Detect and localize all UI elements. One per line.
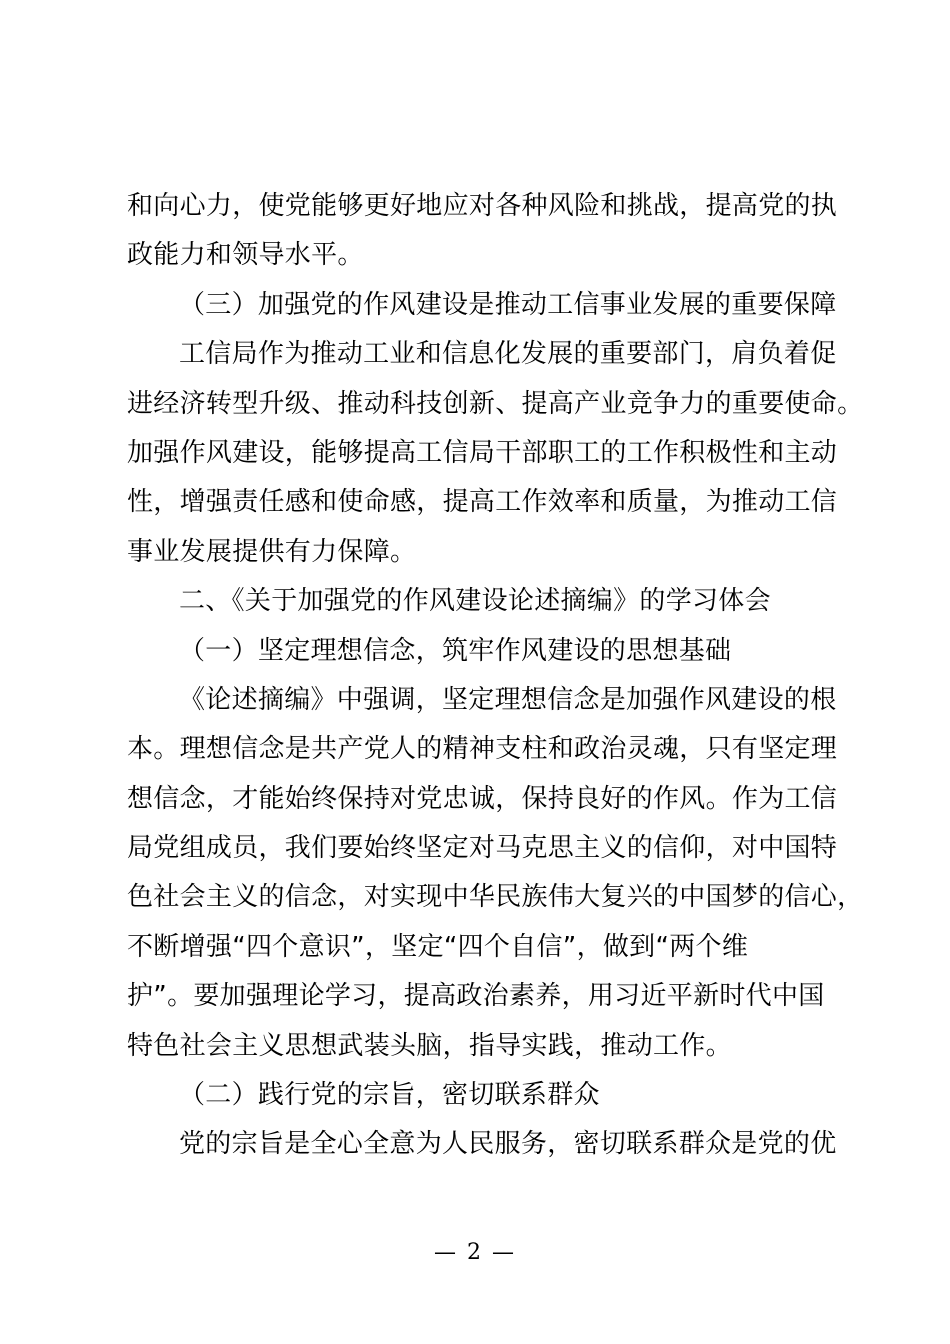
text-line: 工信局作为推动工业和信息化发展的重要部门，肩负着促 [179,339,837,370]
text-line: 事业发展提供有力保障。 [127,536,417,567]
page-number: — 2 — [434,1240,516,1265]
body-text [127,182,864,1170]
text-line: 想信念，才能始终保持对党忠诚，保持良好的作风。作为工信 [127,783,838,814]
text-line: 和向心力，使党能够更好地应对各种风险和挑战，提高党的执 [127,191,838,221]
section-heading: 二、《关于加强党的作风建设论述摘编》的学习体会 [179,586,771,617]
text-line: 政能力和领导水平。 [127,240,364,271]
section-heading: （三）加强党的作风建设是推动工信事业发展的重要保障 [179,289,837,320]
text-line: 党的宗旨是全心全意为人民服务，密切联系群众是党的优 [179,1129,837,1160]
section-heading: （二）践行党的宗旨，密切联系群众 [179,1080,600,1111]
text-line: 本。理想信念是共产党人的精神支柱和政治灵魂，只有坚定理 [127,734,838,765]
text-line: 色社会主义的信念，对实现中华民族伟大复兴的中国梦的信心， [127,882,864,913]
text-line: 局党组成员，我们要始终坚定对马克思主义的信仰，对中国特 [127,833,838,864]
text-line: 进经济转型升级、推动科技创新、提高产业竞争力的重要使命。 [127,388,864,419]
text-line: 特色社会主义思想武装头脑，指导实践，推动工作。 [127,1030,732,1061]
text-line: 性，增强责任感和使命感，提高工作效率和质量，为推动工信 [127,487,838,518]
section-heading: （一）坚定理想信念，筑牢作风建设的思想基础 [179,635,732,666]
text-line: 不断增强“四个意识”，坚定“四个自信”，做到“两个维 [127,931,749,962]
text-line: 加强作风建设，能够提高工信局干部职工的工作积极性和主动 [127,437,838,468]
text-line: 《论述摘编》中强调，坚定理想信念是加强作风建设的根 [179,684,837,715]
text-line: 护”。要加强理论学习，提高政治素养，用习近平新时代中国 [127,981,825,1012]
